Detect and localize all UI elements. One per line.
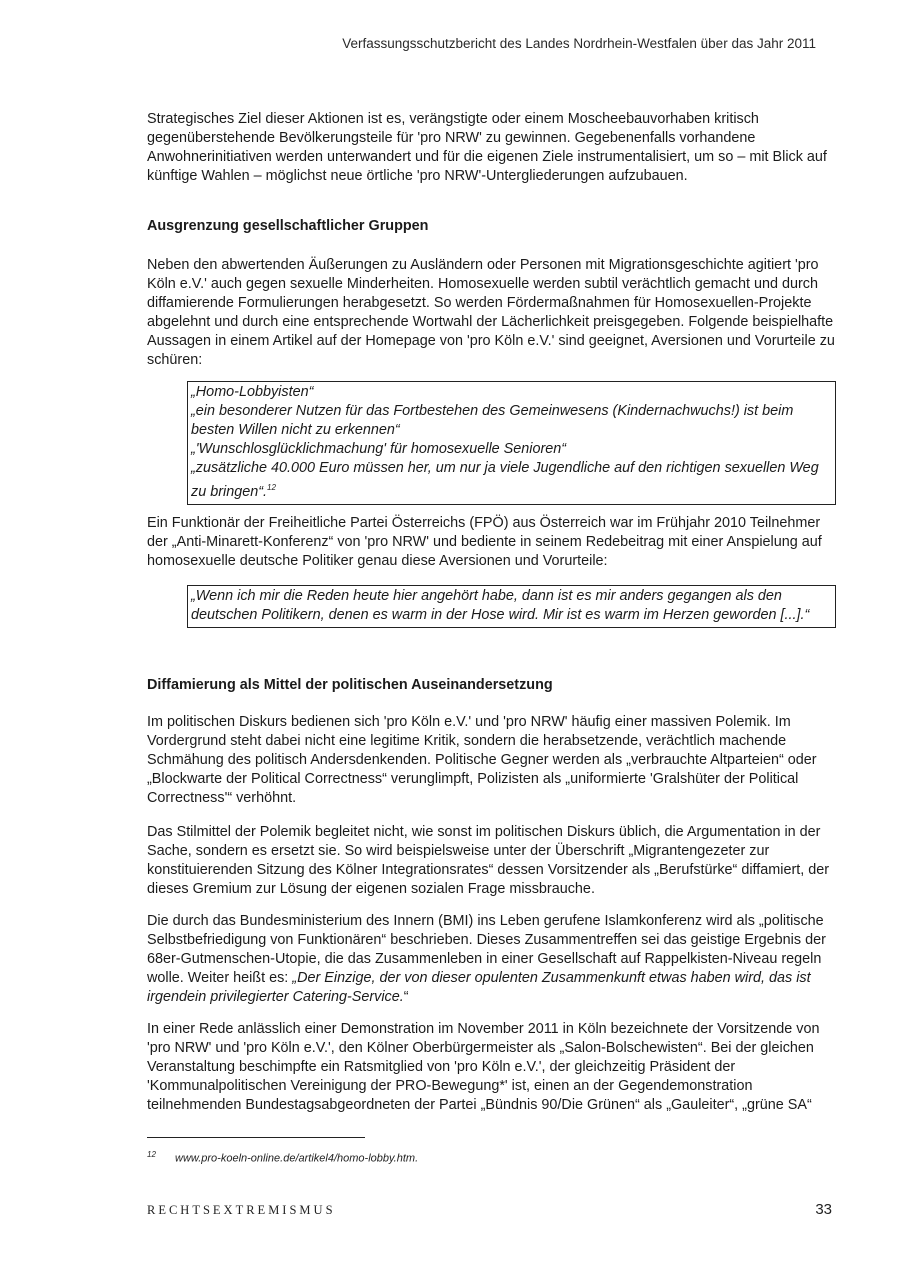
- section-heading-exclusion: Ausgrenzung gesellschaftlicher Gruppen: [147, 218, 429, 234]
- inline-quote: „Der Einzige, der von dieser opulenten Zusammenkunft etwas haben wird, das ist irgendein privilegierter Catering-Service.: [147, 970, 811, 1005]
- quote-box-speech: [187, 585, 836, 628]
- footer-section-label: RECHTSEXTREMISMUS: [147, 1203, 336, 1217]
- footnote-text: www.pro-koeln-online.de/artikel4/homo-lobby.htm.: [175, 1152, 419, 1165]
- paragraph-islam-conference: [147, 912, 835, 1007]
- quote-text: „Wenn ich mir die Reden heute hier angehört habe, dann ist es mir anders gegangen als den deutschen Politikern, denen es warm in der Hose wird. Mir ist es warm im Herzen geworden [...].“: [191, 588, 810, 623]
- quote-box-homepage: [187, 381, 836, 505]
- footnote-divider: [147, 1137, 365, 1138]
- footnote: [147, 1150, 647, 1165]
- paragraph-fpoe-official: Ein Funktionär der Freiheitliche Partei Österreichs (FPÖ) aus Österreich war im Frühjahr 2010 Teilnehmer der „Anti-Minarett-Konferenz“ von 'pro NRW' und bediente in seinem Redebeitrag mit einer Anspielung auf homosexuelle deutsche Politiker genau diese Aversionen und Vorurteile:: [147, 515, 822, 569]
- paragraph-polemic: Im politischen Diskurs bedienen sich 'pro Köln e.V.' und 'pro NRW' häufig einer massiven Polemik. Im Vordergrund steht dabei nicht eine legitime Kritik, sondern die herabsetzende, verächtlich machende Schmähung des politisch Andersdenkenden. Politische Gegner werden als „verbrauchte Altparteien“ oder „Blockwarte der Political Correctness“ verunglimpft, Polizisten als „uniformierte 'Gralshüter der Political Correctness'“ verhöhnt.: [147, 714, 817, 806]
- closing-quote-mark: “: [403, 989, 409, 1005]
- footnote-number: 12: [147, 1150, 156, 1159]
- section-heading-defamation: Diffamierung als Mittel der politischen Auseinandersetzung: [147, 677, 553, 693]
- paragraph-demonstration-speech: In einer Rede anlässlich einer Demonstration im November 2011 in Köln bezeichnete der Vorsitzende von 'pro NRW' und 'pro Köln e.V.', den Kölner Oberbürgermeister als „Salon-Bolschewisten“. Bei der gleichen Veranstaltung beschimpfte ein Ratsmitglied von 'pro Köln e.V.', der gleichzeitig Präsident der 'Kommunalpolitischen Vereinigung der PRO-Bewegung*' ist, einen an der Gegendemonstration teilnehmenden Bundestagsabgeordneten der Partei „Bündnis 90/Die Grünen“ als „Gauleiter“, „grüne SA“: [147, 1021, 820, 1113]
- paragraph-strategic-goal: Strategisches Ziel dieser Aktionen ist es, verängstigte oder einem Moscheebauvorhaben kritisch gegenüberstehende Bevölkerungsteile für 'pro NRW' zu gewinnen. Gegebenenfalls vorhandene Anwohnerinitiativen werden unterwandert und für die eigenen Ziele instrumentalisiert, um so – mit Blick auf künftige Wahlen – möglichst neue örtliche 'pro NRW'-Untergliederungen aufzubauen.: [147, 111, 827, 184]
- quote-line: „Homo-Lobbyisten“: [191, 384, 314, 400]
- quote-line-last: [191, 459, 831, 502]
- paragraph-sexual-minorities: Neben den abwertenden Äußerungen zu Ausländern oder Personen mit Migrationsgeschichte agitiert 'pro Köln e.V.' auch gegen sexuelle Minderheiten. Homosexuelle werden subtil verächtlich gemacht und durch diffamierende Formulierungen herabgesetzt. So werden Fördermaßnahmen für Homosexuellen-Projekte abgelehnt und durch eine entsprechende Wortwahl der Lächerlichkeit preisgegeben. Folgende beispielhafte Aussagen in einem Artikel auf der Homepage von 'pro Köln e.V.' sind geeignet, Aversionen und Vorurteile zu schüren:: [147, 257, 835, 368]
- quote-line: „'Wunschlosglücklichmachung' für homosexuelle Senioren“: [191, 441, 567, 457]
- footnote-reference: 12: [267, 483, 276, 492]
- paragraph-stylistic-device: Das Stilmittel der Polemik begleitet nicht, wie sonst im politischen Diskurs üblich, die Argumentation in der Sache, sondern es ersetzt sie. So wird beispielsweise unter der Überschrift „Migrantengezeter zur konstituierenden Sitzung des Kölner Integrationsrates“ dessen Vorsitzender als „Berufstürke“ diffamiert, der dieses Gremium zur Lösung der eigenen sozialen Frage missbrauche.: [147, 824, 830, 897]
- quote-line-text: „zusätzliche 40.000 Euro müssen her, um nur ja viele Jugendliche auf den richtigen sexuellen Weg zu bringen“.: [191, 460, 819, 500]
- page-number: 33: [815, 1201, 832, 1218]
- running-header: Verfassungsschutzbericht des Landes Nordrhein-Westfalen über das Jahr 2011: [342, 36, 816, 51]
- quote-line: „ein besonderer Nutzen für das Fortbestehen des Gemeinwesens (Kindernachwuchs!) ist beim besten Willen nicht zu erkennen“: [191, 403, 794, 438]
- paragraph-text: Die durch das Bundesministerium des Innern (BMI) ins Leben gerufene Islamkonferenz wird als „politische Selbstbefriedigung von Funktionären“ beschrieben. Dieses Zusammentreffen sei das geistige Ergebnis der 68er-Gutmenschen-Utopie, die das Zusammenleben in einer Gesellschaft auf Rappelkisten-Niveau regeln wolle. Weiter heißt es:: [147, 913, 826, 986]
